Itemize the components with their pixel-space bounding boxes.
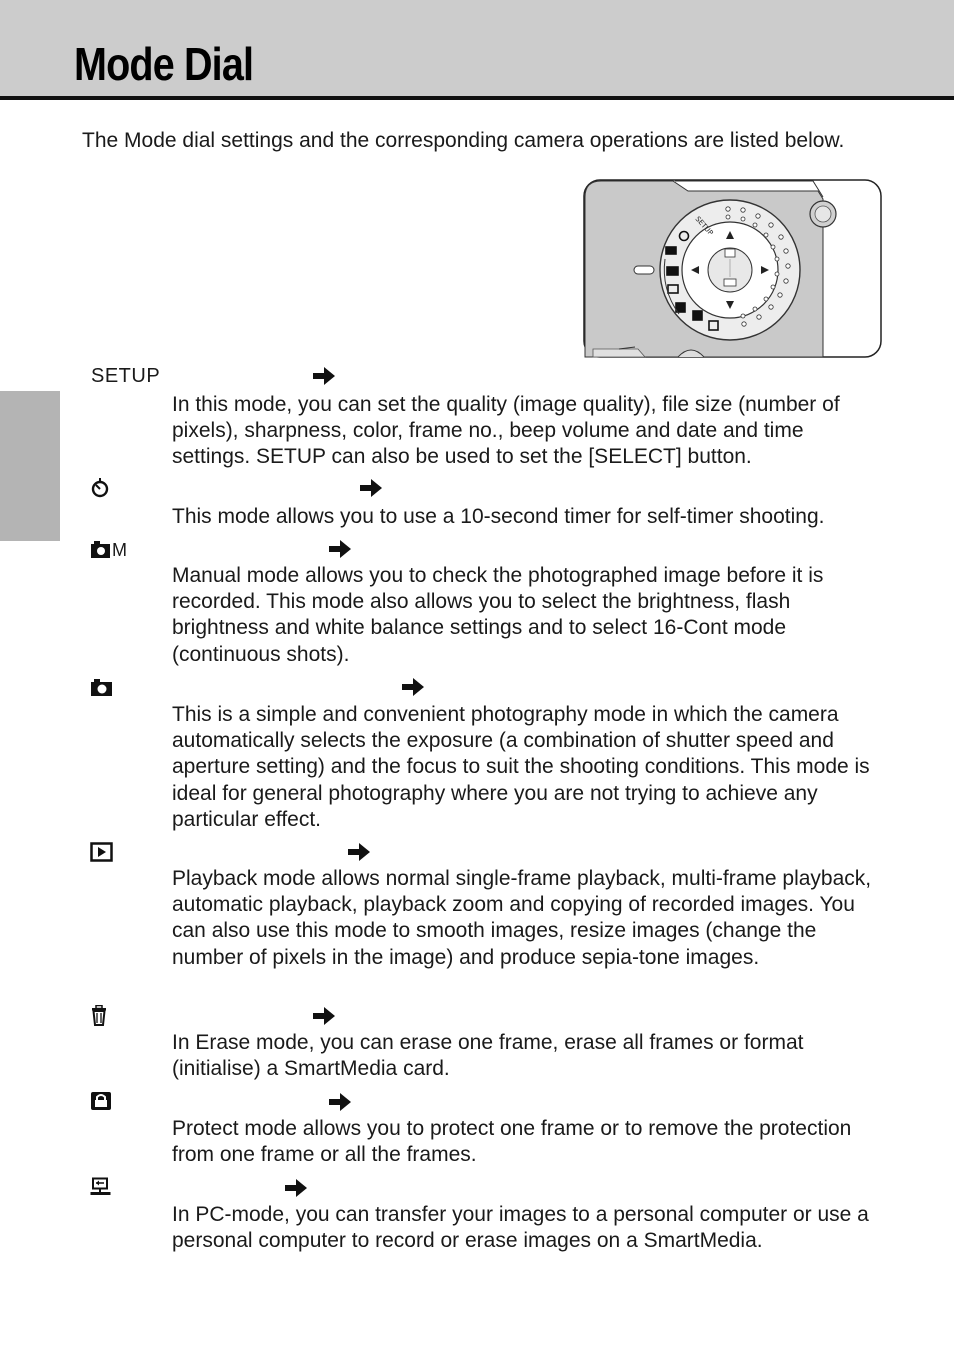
mode-playback-description: Playback mode allows normal single-frame playback, multi-frame playback, automatic playback, playback zoom and copying of recorded images. You can also use this mode to smooth images, resize images (change the number of pixels in the image) and produce sepia-tone images.: [172, 867, 872, 969]
intro-text: The Mode dial settings and the corresponding camera operations are listed below.: [82, 129, 845, 152]
header-band: [0, 0, 954, 100]
arrow-right-icon: [402, 678, 424, 696]
mode-manual-description: Manual mode allows you to check the photographed image before it is recorded. This mode also allows you to select the brightness, flash brightness and white balance settings and to select 16-Cont mode (continuous shots).: [172, 564, 824, 666]
arrow-right-icon: [285, 1179, 307, 1197]
arrow-right-icon: [313, 367, 335, 385]
arrow-right-icon: [329, 1093, 351, 1111]
mode-protect-description: Protect mode allows you to protect one frame or to remove the protection from one frame or all the frames.: [172, 1117, 852, 1167]
mode-manual-label: M: [112, 540, 127, 560]
mode-auto-description: This is a simple and convenient photography mode in which the camera automatically selects the exposure (a combination of shutter speed and aperture setting) and the focus to suit the shooting conditions. This mode is ideal for general photography where you are not trying to achieve any particular effect.: [172, 703, 870, 831]
mode-setup-description: In this mode, you can set the quality (image quality), file size (number of pixels), sharpness, color, frame no., beep volume and date and time settings. SETUP can also be used to set the [SELECT] button.: [172, 393, 840, 469]
protect-icon: [90, 1091, 112, 1115]
dial-setup-label: SETUP: [693, 214, 715, 238]
self-timer-icon: [90, 478, 112, 502]
erase-icon: [90, 1005, 110, 1029]
page-title: Mode Dial: [74, 38, 254, 90]
mode-erase-description: In Erase mode, you can erase one frame, erase all frames or format (initialise) a SmartMedia card.: [172, 1031, 804, 1081]
mode-self-timer-description: This mode allows you to use a 10-second timer for self-timer shooting.: [172, 505, 825, 528]
camera-icon: [90, 677, 114, 701]
side-tab: [0, 391, 60, 541]
pc-icon: [90, 1177, 114, 1201]
arrow-right-icon: [348, 843, 370, 861]
arrow-right-icon: [360, 479, 382, 497]
arrow-right-icon: [313, 1007, 335, 1025]
mode-setup-label: SETUP: [91, 365, 161, 387]
mode-dial-illustration: [583, 179, 883, 359]
playback-icon: [90, 842, 114, 866]
manual-camera-icon: [90, 539, 112, 563]
mode-pc-description: In PC-mode, you can transfer your images to a personal computer or use a personal computer to record or erase images on a SmartMedia.: [172, 1203, 869, 1253]
arrow-right-icon: [329, 540, 351, 558]
